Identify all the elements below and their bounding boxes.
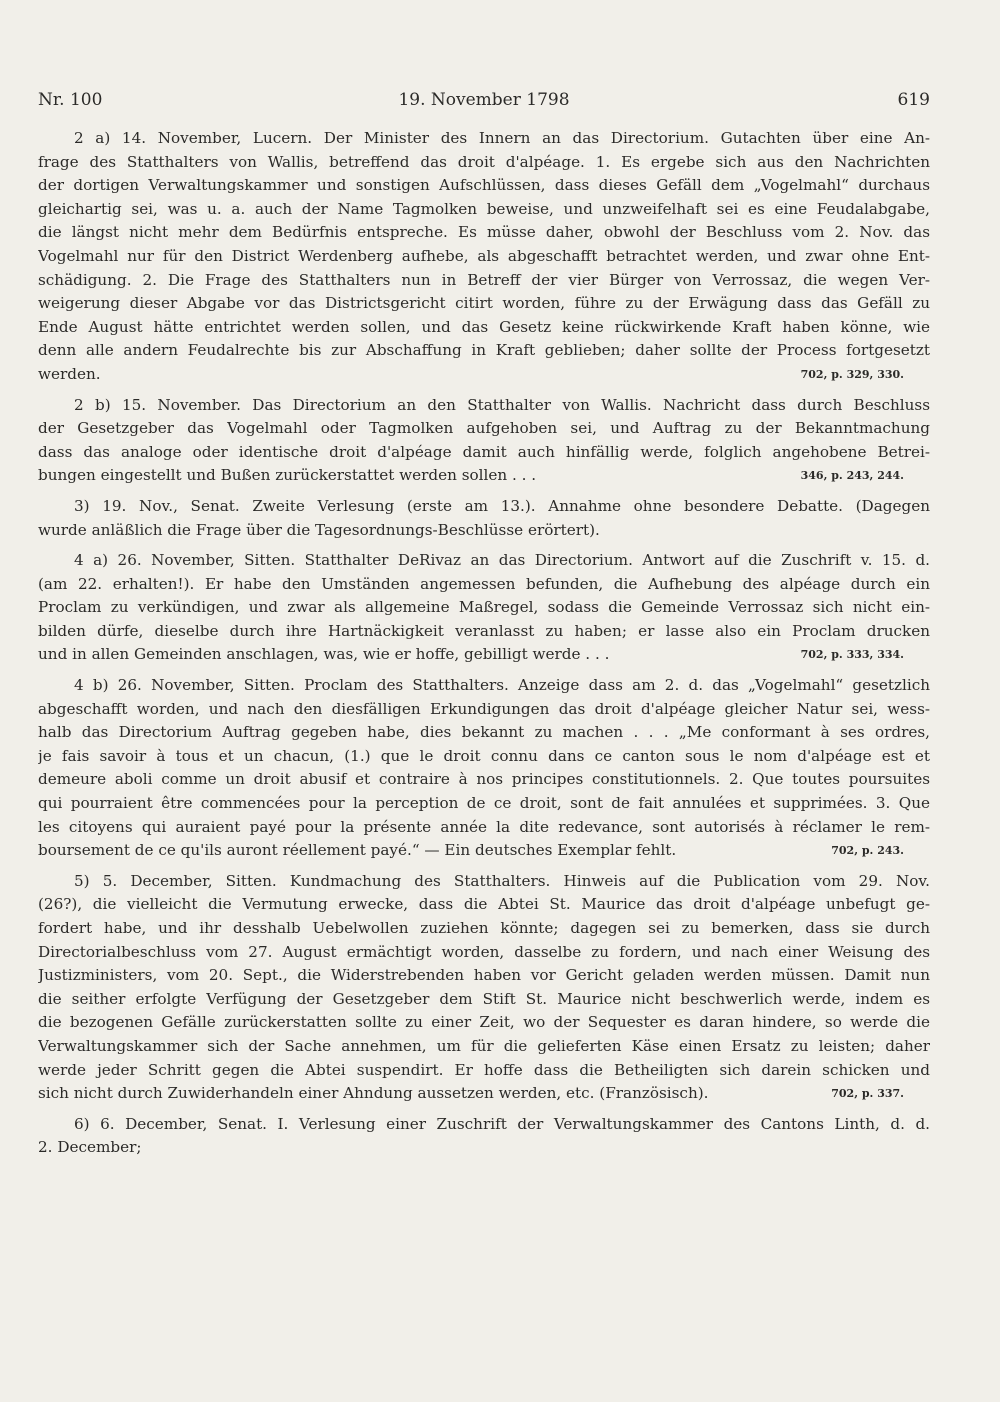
text-line: dass das analoge oder identische droit d'alpéage damit auch hinfällig werde, folglich angehobene Betrei-	[38, 442, 930, 461]
entry-paragraph	[38, 674, 930, 863]
text-line: Proclam zu verkündigen, und zwar als allgemeine Maßregel, sodass die Gemeinde Verrossaz sich nicht ein-	[38, 598, 930, 617]
archive-reference: 702, p. 337.	[831, 1087, 904, 1101]
text-line: fordert habe, und ihr desshalb Uebelwollen zuziehen könnte; dagegen sei zu bemerken, dass sie durch	[38, 919, 930, 937]
text-line: 2 b) 15. November. Das Directorium an den Statthalter von Wallis. Nachricht dass durch Beschluss	[74, 395, 930, 414]
archive-reference: 702, p. 329, 330.	[800, 367, 904, 381]
entry-paragraph	[38, 870, 930, 1106]
text-line: abgeschafft worden, und nach den diesfälligen Erkundigungen das droit d'alpéage gleicher Natur sei, wess-	[38, 699, 930, 718]
text-line-last	[38, 839, 930, 863]
archive-reference: 702, p. 243.	[831, 844, 904, 858]
text-line: 4 a) 26. November, Sitten. Statthalter DeRivaz an das Directorium. Antwort auf die Zuschrift v. 15. d.	[74, 551, 930, 570]
text-line: werde jeder Schritt gegen die Abtei suspendirt. Er hoffe dass die Betheiligten sich darein schicken und	[38, 1060, 930, 1079]
text-line-last	[38, 1136, 930, 1160]
text-line: (am 22. erhalten!). Er habe den Umständen angemessen befunden, die Aufhebung des alpéage durch ein	[38, 574, 930, 593]
entry-paragraph	[38, 495, 930, 542]
text-line: weigerung dieser Abgabe vor das Districtsgericht citirt worden, führe zu der Erwägung dass das Gefäll zu	[38, 294, 930, 313]
text-line: 2. December;	[38, 1138, 142, 1157]
text-line: halb das Directorium Auftrag gegeben habe, dies bekannt zu machen . . . „Me conformant à ses ordres,	[38, 723, 930, 742]
text-line-last	[38, 643, 930, 667]
text-line: (26?), die vielleicht die Vermutung erwecke, dass die Abtei St. Maurice das droit d'alpéage unbefugt ge-	[38, 895, 930, 914]
text-line: boursement de ce qu'ils auront réellement payé.“ — Ein deutsches Exemplar fehlt.	[38, 841, 677, 860]
archive-reference: 702, p. 333, 334.	[800, 648, 904, 662]
text-line: schädigung. 2. Die Frage des Statthalters nun in Betreff der vier Bürger von Verrossaz, die wegen Ver-	[38, 270, 930, 289]
text-line: wurde anläßlich die Frage über die Tagesordnungs-Beschlüsse erörtert).	[38, 520, 600, 539]
text-line: bilden dürfe, dieselbe durch ihre Hartnäckigkeit veranlasst zu haben; er lasse also ein Proclam drucken	[38, 621, 930, 640]
text-line: sich nicht durch Zuwiderhandeln einer Ahndung aussetzen werden, etc. (Französisch).	[38, 1084, 709, 1103]
text-line: denn alle andern Feudalrechte bis zur Abschaffung in Kraft geblieben; daher sollte der Process fortgesetzt	[38, 341, 930, 360]
text-line: Verwaltungskammer sich der Sache annehmen, um für die gelieferten Käse einen Ersatz zu leisten; daher	[38, 1036, 930, 1055]
text-line-last	[38, 363, 930, 387]
text-line: die längst nicht mehr dem Bedürfnis entspreche. Es müsse daher, obwohl der Beschluss vom 2. Nov. das	[38, 223, 930, 242]
page-header	[38, 90, 930, 116]
entry-paragraph	[38, 127, 930, 387]
entry-paragraph	[38, 1113, 930, 1160]
text-line: demeure aboli comme un droit abusif et contraire à nos principes constitutionnels. 2. Que toutes poursuites	[38, 770, 930, 789]
text-line: frage des Statthalters von Wallis, betreffend das droit d'alpéage. 1. Es ergebe sich aus den Nachrichten	[38, 152, 930, 171]
text-line: Vogelmahl nur für den District Werdenberg aufhebe, als abgeschafft betrachtet werden, und zwar ohne Ent-	[38, 246, 930, 265]
text-line: 5) 5. December, Sitten. Kundmachung des Statthalters. Hinweis auf die Publication vom 29. Nov.	[74, 871, 930, 890]
text-line: 3) 19. Nov., Senat. Zweite Verlesung (erste am 13.). Annahme ohne besondere Debatte. (Dagegen	[74, 496, 930, 515]
text-line: gleichartig sei, was u. a. auch der Name Tagmolken beweise, und unzweifelhaft sei es eine Feudalabgabe,	[38, 199, 930, 218]
document-number: Nr. 100	[38, 90, 103, 110]
text-line-last	[38, 1082, 930, 1106]
text-line: 4 b) 26. November, Sitten. Proclam des Statthalters. Anzeige dass am 2. d. das „Vogelmahl“ gesetzlich	[74, 676, 930, 695]
text-line: les citoyens qui auraient payé pour la présente année la dite redevance, sont autorisés à réclamer le rem-	[38, 817, 930, 836]
text-line: die bezogenen Gefälle zurückerstatten sollte zu einer Zeit, wo der Sequester es daran hindere, so werde die	[38, 1013, 930, 1032]
text-line-last	[38, 464, 930, 488]
text-line-last	[38, 519, 930, 543]
entry-paragraph	[38, 394, 930, 488]
text-line: und in allen Gemeinden anschlagen, was, wie er hoffe, gebilligt werde . . .	[38, 645, 610, 664]
entry-paragraph	[38, 549, 930, 667]
text-line: Justizministers, vom 20. Sept., die Widerstrebenden haben vor Gericht geladen werden müssen. Damit nun	[38, 966, 930, 985]
text-line: Ende August hätte entrichtet werden sollen, und das Gesetz keine rückwirkende Kraft haben könne, wie	[38, 317, 930, 336]
header-date: 19. November 1798	[398, 90, 570, 110]
document-body	[38, 127, 930, 1167]
text-line: Directorialbeschluss vom 27. August ermächtigt worden, dasselbe zu fordern, und nach einer Weisung des	[38, 942, 930, 961]
text-line: 2 a) 14. November, Lucern. Der Minister des Innern an das Directorium. Gutachten über eine An-	[74, 129, 930, 147]
text-line: qui pourraient être commencées pour la perception de ce droit, sont de fait annulées et supprimées. 3. Que	[38, 794, 930, 813]
text-line: der dortigen Verwaltungskammer und sonstigen Aufschlüssen, dass dieses Gefäll dem „Vogelmahl“ durchaus	[38, 176, 930, 195]
text-line: der Gesetzgeber das Vogelmahl oder Tagmolken aufgehoben sei, und Auftrag zu der Bekanntmachung	[38, 419, 930, 438]
text-line: die seither erfolgte Verfügung der Gesetzgeber dem Stift St. Maurice nicht beschwerlich werde, indem es	[38, 989, 930, 1008]
text-line: 6) 6. December, Senat. I. Verlesung einer Zuschrift der Verwaltungskammer des Cantons Linth, d. d.	[74, 1114, 930, 1133]
archive-reference: 346, p. 243, 244.	[800, 469, 904, 483]
text-line: werden.	[38, 364, 101, 383]
text-line: je fais savoir à tous et un chacun, (1.) que le droit connu dans ce canton sous le nom d'alpéage est et	[38, 746, 930, 765]
text-line: bungen eingestellt und Bußen zurückerstattet werden sollen . . .	[38, 466, 537, 485]
page-number: 619	[897, 90, 930, 110]
